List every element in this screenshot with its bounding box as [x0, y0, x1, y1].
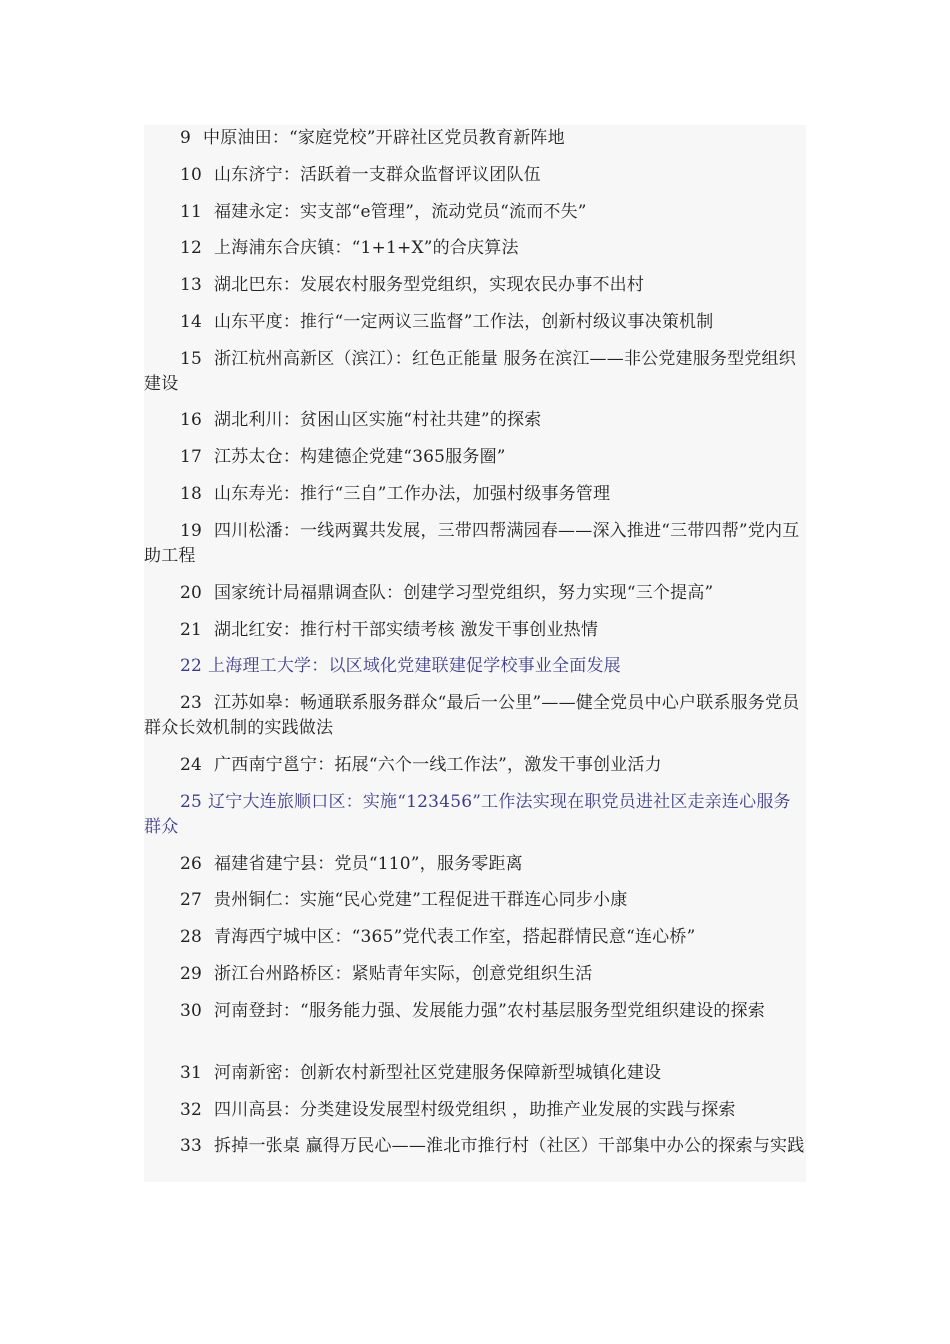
item-number: 33	[180, 1136, 203, 1156]
item-title: 山东寿光：推行“三自”工作办法，加强村级事务管理	[214, 484, 611, 504]
item-title: 浙江杭州高新区（滨江）：红色正能量 服务在滨江——非公党建服务型党组织建设	[144, 349, 796, 394]
item-number: 27	[180, 890, 203, 910]
item-title: 山东济宁：活跃着一支群众监督评议团队伍	[214, 165, 541, 185]
item-number: 26	[180, 854, 203, 874]
item-title: 青海西宁城中区：“365”党代表工作室，搭起群情民意“连心桥”	[214, 927, 696, 947]
item-title: 拆掉一张桌 赢得万民心——淮北市推行村（社区）干部集中办公的探索与实践	[214, 1136, 805, 1156]
list-item	[144, 126, 806, 151]
item-title: 河南登封：“服务能力强、发展能力强”农村基层服务型党组织建设的探索	[214, 1001, 766, 1021]
item-number: 21	[180, 620, 203, 640]
item-number: 28	[180, 927, 203, 947]
list-item-link[interactable]	[144, 790, 806, 840]
list-item	[144, 347, 806, 397]
list-item	[144, 163, 806, 188]
item-number: 14	[180, 312, 203, 332]
item-number: 9	[180, 128, 192, 148]
list-item	[144, 273, 806, 298]
list-item	[144, 408, 806, 433]
item-number: 31	[180, 1063, 203, 1083]
list-item	[144, 691, 806, 741]
list-item	[144, 753, 806, 778]
item-number: 15	[180, 349, 203, 369]
list-item	[144, 310, 806, 335]
item-title: 四川高县：分类建设发展型村级党组织 ，助推产业发展的实践与探索	[214, 1100, 736, 1120]
list-item	[144, 618, 806, 643]
item-number: 29	[180, 964, 203, 984]
item-number: 13	[180, 275, 203, 295]
list-item	[144, 445, 806, 470]
item-title: 中原油田：“家庭党校”开辟社区党员教育新阵地	[203, 128, 565, 148]
item-number: 11	[180, 202, 203, 222]
list-item	[144, 519, 806, 569]
item-title: 四川松潘：一线两翼共发展，三带四帮满园春——深入推进“三带四帮”党内互助工程	[144, 521, 800, 566]
list-item	[144, 888, 806, 913]
item-title: 湖北红安：推行村干部实绩考核 激发干事创业热情	[214, 620, 599, 640]
item-number: 17	[180, 447, 203, 467]
list-item	[144, 852, 806, 877]
item-number: 16	[180, 410, 203, 430]
item-title: 山东平度：推行“一定两议三监督”工作法，创新村级议事决策机制	[214, 312, 714, 332]
list-item	[144, 962, 806, 987]
item-title: 贵州铜仁：实施“民心党建”工程促进干群连心同步小康	[214, 890, 628, 910]
list-item	[144, 482, 806, 507]
item-title[interactable]: 辽宁大连旅顺口区：实施“123456”工作法实现在职党员进社区走亲连心服务群众	[144, 792, 791, 837]
list-item	[144, 1098, 806, 1123]
item-title: 江苏如皋：畅通联系服务群众“最后一公里”——健全党员中心户联系服务党员群众长效机制的实践做法	[144, 693, 800, 738]
item-number: 30	[180, 1001, 203, 1021]
item-title: 福建省建宁县：党员“110”，服务零距离	[214, 854, 523, 874]
list-item	[144, 200, 806, 225]
item-title: 江苏太仓：构建德企党建“365服务圈”	[214, 447, 506, 467]
item-title: 河南新密：创新农村新型社区党建服务保障新型城镇化建设	[214, 1063, 662, 1083]
item-title: 国家统计局福鼎调查队：创建学习型党组织，努力实现“三个提高”	[214, 583, 714, 603]
item-title: 湖北利川：贫困山区实施“村社共建”的探索	[214, 410, 542, 430]
item-number: 18	[180, 484, 203, 504]
item-number: 10	[180, 165, 203, 185]
item-number: 12	[180, 238, 203, 258]
item-title: 上海浦东合庆镇：“1+1+X”的合庆算法	[214, 238, 519, 258]
list-item	[144, 999, 806, 1024]
list-item	[144, 925, 806, 950]
item-number: 22	[180, 656, 203, 676]
list-item	[144, 581, 806, 606]
item-title: 湖北巴东：发展农村服务型党组织，实现农民办事不出村	[214, 275, 645, 295]
item-number: 23	[180, 693, 203, 713]
list-item-link[interactable]	[144, 654, 806, 679]
item-title[interactable]: 上海理工大学：以区域化党建联建促学校事业全面发展	[208, 656, 621, 676]
list-item	[144, 1134, 806, 1159]
list-item	[144, 236, 806, 261]
item-number: 20	[180, 583, 203, 603]
item-number: 32	[180, 1100, 203, 1120]
item-number: 25	[180, 792, 203, 812]
item-title: 广西南宁邕宁：拓展“六个一线工作法”，激发干事创业活力	[214, 755, 662, 775]
item-number: 19	[180, 521, 203, 541]
item-title: 浙江台州路桥区：紧贴青年实际，创意党组织生活	[214, 964, 593, 984]
item-number: 24	[180, 755, 203, 775]
item-title: 福建永定：实支部“e管理”，流动党员“流而不失”	[214, 202, 587, 222]
list-item	[144, 1061, 806, 1086]
